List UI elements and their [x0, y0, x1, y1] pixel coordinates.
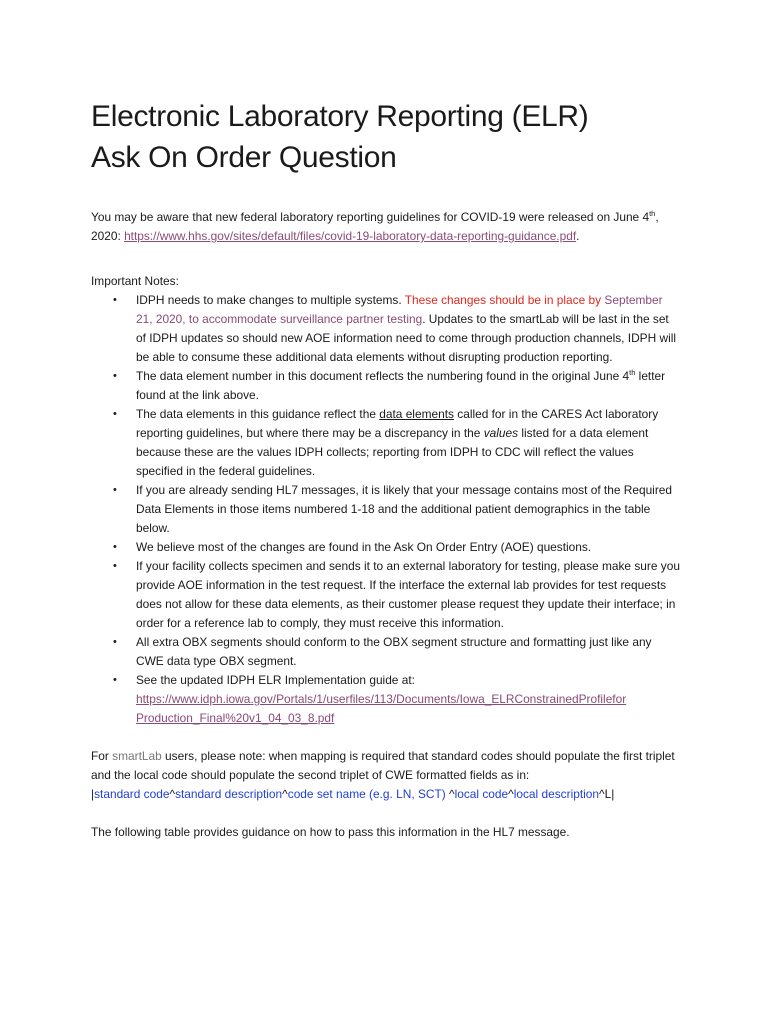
note-text: IDPH needs to make changes to multiple systems. [136, 293, 405, 307]
note-text: letter found at the link above. [136, 369, 666, 402]
note-text: The data elements in this guidance reflect the [136, 407, 380, 421]
closing-paragraph: The following table provides guidance on how to pass this information in the HL7 message. [91, 825, 570, 839]
format-tail: ^L| [599, 787, 615, 801]
page-title [91, 96, 681, 178]
format-caret: ^ [508, 787, 514, 801]
format-field: local code [454, 787, 509, 801]
idph-guide-link[interactable] [136, 692, 626, 725]
format-field: local description [513, 787, 599, 801]
bullet-icon: • [113, 560, 117, 572]
bullet-icon: • [113, 294, 117, 306]
note-text: We believe most of the changes are found in the Ask On Order Entry (AOE) questions. [136, 540, 592, 554]
idph-guide-link-line2: Production_Final%20v1_04_03_8.pdf [136, 711, 335, 725]
bullet-icon: • [113, 636, 117, 648]
format-field: standard description [175, 787, 283, 801]
list-item [91, 481, 681, 538]
bullet-icon: • [113, 370, 117, 382]
hhs-guidance-link[interactable]: https://www.hhs.gov/sites/default/files/covid-19-laboratory-data-reporting-guidance.pdf [124, 229, 577, 243]
list-item [91, 538, 681, 557]
format-field: standard code [94, 787, 170, 801]
bullet-icon: • [113, 541, 117, 553]
cwe-format-example [91, 787, 614, 801]
list-item [91, 557, 681, 633]
list-item [91, 405, 681, 481]
format-caret: ^ [282, 787, 288, 801]
note-text: . Updates to the smartLab will be last in the set of IDPH updates so should new AOE information need to come through production channels, IDPH will be able to consume these additional data elements without disrupting production reporting. [136, 312, 677, 364]
list-item [91, 291, 681, 367]
format-caret: ^ [445, 787, 455, 801]
deadline-highlight: These changes should be in place by [404, 293, 602, 307]
bullet-icon: • [113, 408, 117, 420]
format-field: code set name (e.g. LN, SCT) [287, 787, 446, 801]
underlined-text: data elements [379, 407, 454, 421]
list-item [91, 633, 681, 671]
note-text: If your facility collects specimen and sends it to an external laboratory for testing, please make sure you provide AOE information in the test request. If the interface the external lab provides for test requests does not allow for these data elements, as their customer please request they update their interface; in order for a reference lab to comply, they must receive this information. [136, 559, 680, 630]
format-pipe: | [91, 787, 95, 801]
intro-text-b: , 2020: [91, 210, 659, 243]
intro-paragraph [91, 208, 681, 246]
italic-text: values [483, 426, 519, 440]
note-text: called for in the CARES Act laboratory reporting guidelines, but where there may be a discrepancy in the [136, 407, 659, 440]
format-caret: ^ [169, 787, 176, 801]
note-text: If you are already sending HL7 messages, it is likely that your message contains most of the Required Data Elements in those items numbered 1-18 and the additional patient demographics in the table below. [136, 483, 673, 535]
note-text: listed for a data element because these are the values IDPH collects; reporting from IDPH to CDC will reflect the values specified in the federal guidelines. [136, 426, 649, 478]
idph-guide-link-line1: https://www.idph.iowa.gov/Portals/1/userfiles/113/Documents/Iowa_ELRConstrainedProfilefor [136, 692, 627, 706]
intro-period: . [576, 229, 580, 243]
list-item [91, 671, 681, 728]
mapping-paragraph [91, 747, 681, 804]
document-page [91, 96, 681, 842]
note-text: All extra OBX segments should conform to the OBX segment structure and formatting just like any CWE data type OBX segment. [136, 635, 652, 668]
title-line-1: Electronic Laboratory Reporting (ELR) [91, 100, 589, 133]
note-text: See the updated IDPH ELR Implementation guide at: [136, 673, 415, 687]
deadline-date-highlight: September 21, 2020, to accommodate surveillance partner testing [136, 293, 663, 326]
notes-list [91, 291, 681, 728]
bullet-icon: • [113, 674, 117, 686]
notes-heading: Important Notes: [91, 274, 179, 288]
list-item [91, 367, 681, 405]
mapping-text: users, please note: when mapping is required that standard codes should populate the first triplet and the local code should populate the second triplet of CWE formatted fields as in: [91, 749, 675, 782]
smartlab-name: smartLab [112, 749, 162, 763]
bullet-icon: • [113, 484, 117, 496]
mapping-text: For [91, 749, 113, 763]
note-text: The data element number in this document reflects the numbering found in the original June 4 [136, 369, 630, 383]
note-sup: th [629, 368, 636, 378]
intro-text: You may be aware that new federal laboratory reporting guidelines for COVID-19 were released on June 4 [91, 210, 650, 224]
intro-sup: th [649, 209, 656, 219]
title-line-2: Ask On Order Question [91, 141, 397, 174]
